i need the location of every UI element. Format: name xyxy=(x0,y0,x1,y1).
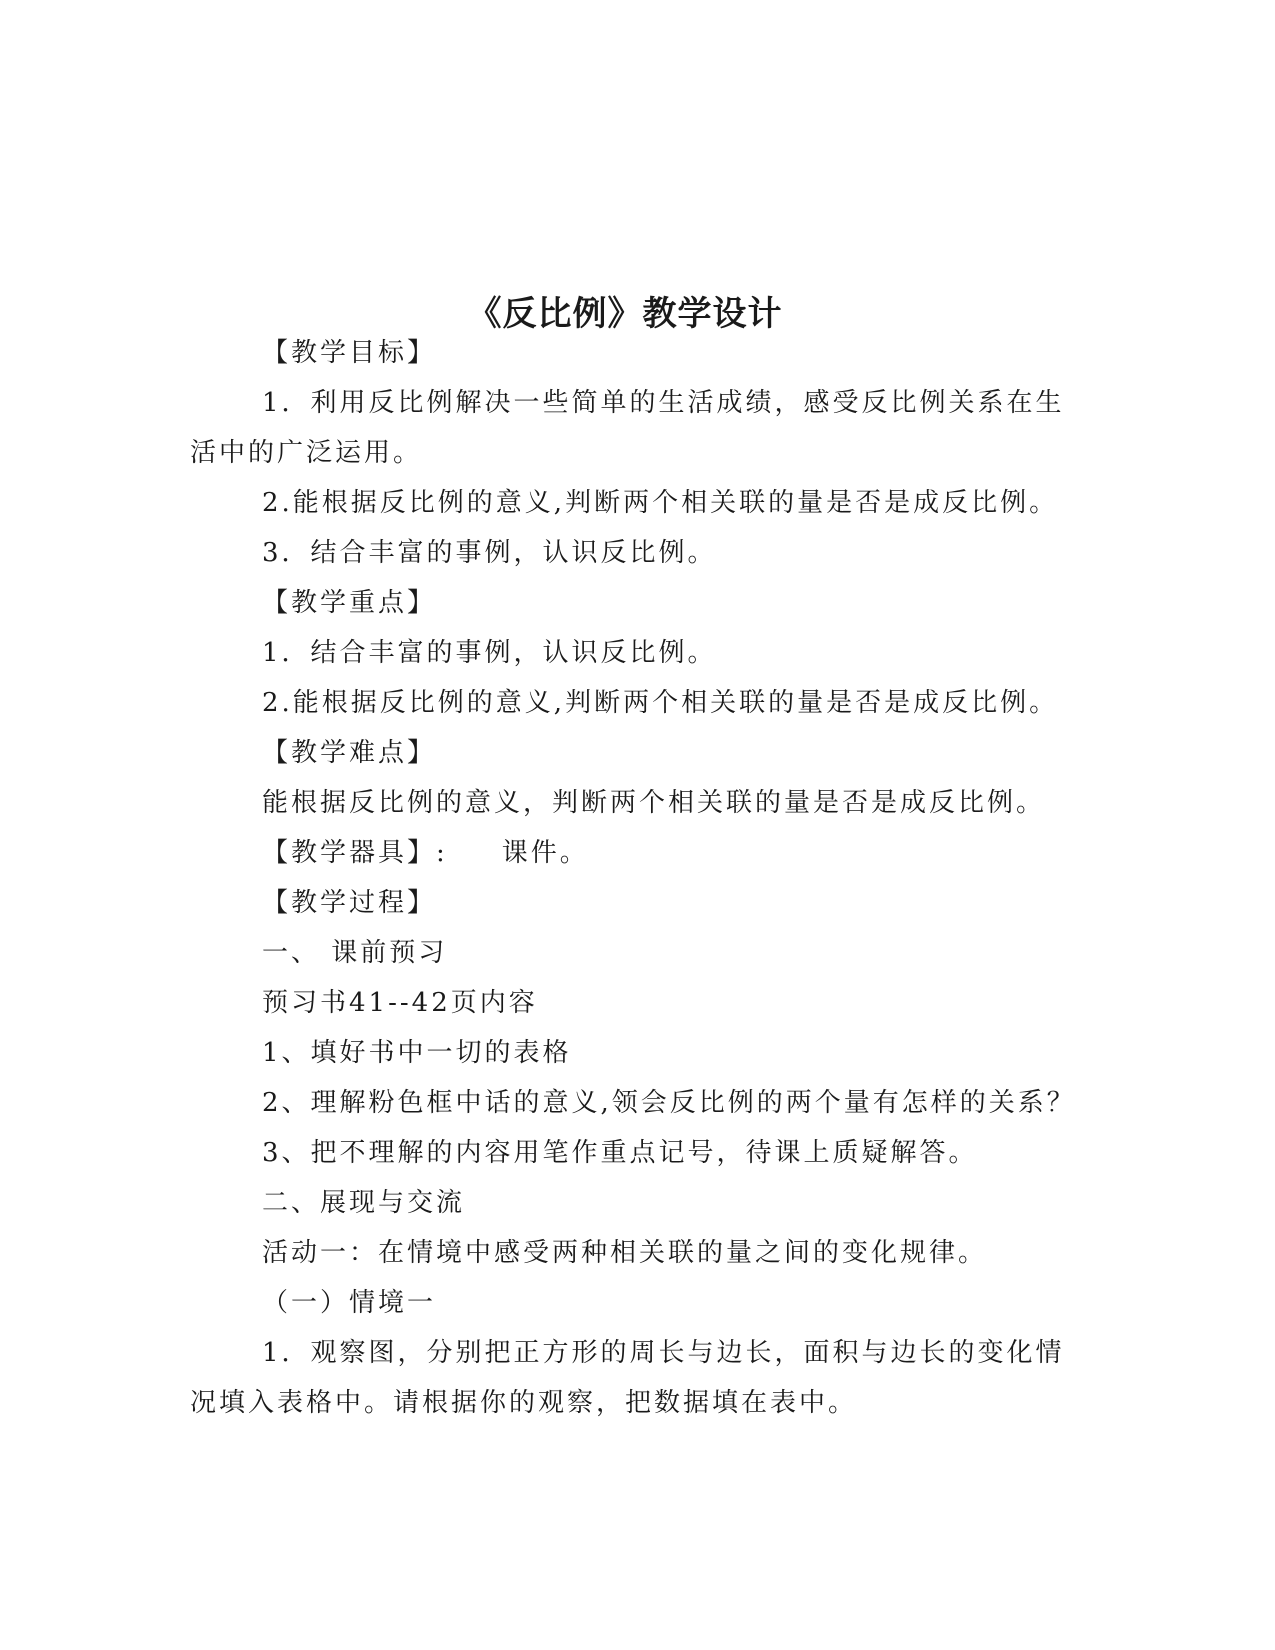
objective-2: 2.能根据反比例的意义,判断两个相关联的量是否是成反比例。 xyxy=(262,488,1059,518)
heading-key-points: 【教学重点】 xyxy=(262,588,437,618)
key-point-1: 1．结合丰富的事例，认识反比例。 xyxy=(262,638,717,668)
equipment-line xyxy=(262,833,589,873)
heading-equipment: 【教学器具】: xyxy=(262,838,448,868)
preview-step-1: 1、填好书中一切的表格 xyxy=(262,1038,572,1068)
key-point-2: 2.能根据反比例的意义,判断两个相关联的量是否是成反比例。 xyxy=(262,688,1059,718)
scenario-1-task-line-1: 1．观察图，分别把正方形的周长与边长，面积与边长的变化情 xyxy=(262,1338,1065,1368)
activity-1: 活动一：在情境中感受两种相关联的量之间的变化规律。 xyxy=(262,1238,988,1268)
document-title: 《反比例》教学设计 xyxy=(467,294,783,334)
section-preview: 一、 课前预习 xyxy=(262,938,448,968)
heading-process: 【教学过程】 xyxy=(262,888,437,918)
heading-difficulties: 【教学难点】 xyxy=(262,738,437,768)
objective-3: 3．结合丰富的事例，认识反比例。 xyxy=(262,538,717,568)
scenario-1-task-line-2: 况填入表格中。请根据你的观察，把数据填在表中。 xyxy=(190,1388,858,1418)
difficulty-1: 能根据反比例的意义，判断两个相关联的量是否是成反比例。 xyxy=(262,788,1046,818)
scenario-1: （一）情境一 xyxy=(262,1288,437,1318)
section-presentation: 二、展现与交流 xyxy=(262,1188,466,1218)
preview-step-3: 3、把不理解的内容用笔作重点记号，待课上质疑解答。 xyxy=(262,1138,978,1168)
preview-pages: 预习书41--42页内容 xyxy=(262,988,538,1018)
heading-objectives: 【教学目标】 xyxy=(262,338,437,368)
objective-1-line-1: 1．利用反比例解决一些简单的生活成绩，感受反比例关系在生 xyxy=(262,388,1065,418)
objective-1-line-2: 活中的广泛运用。 xyxy=(190,438,423,468)
preview-step-2: 2、理解粉色框中话的意义,领会反比例的两个量有怎样的关系？ xyxy=(262,1088,1076,1118)
equipment-value: 课件。 xyxy=(501,838,589,868)
